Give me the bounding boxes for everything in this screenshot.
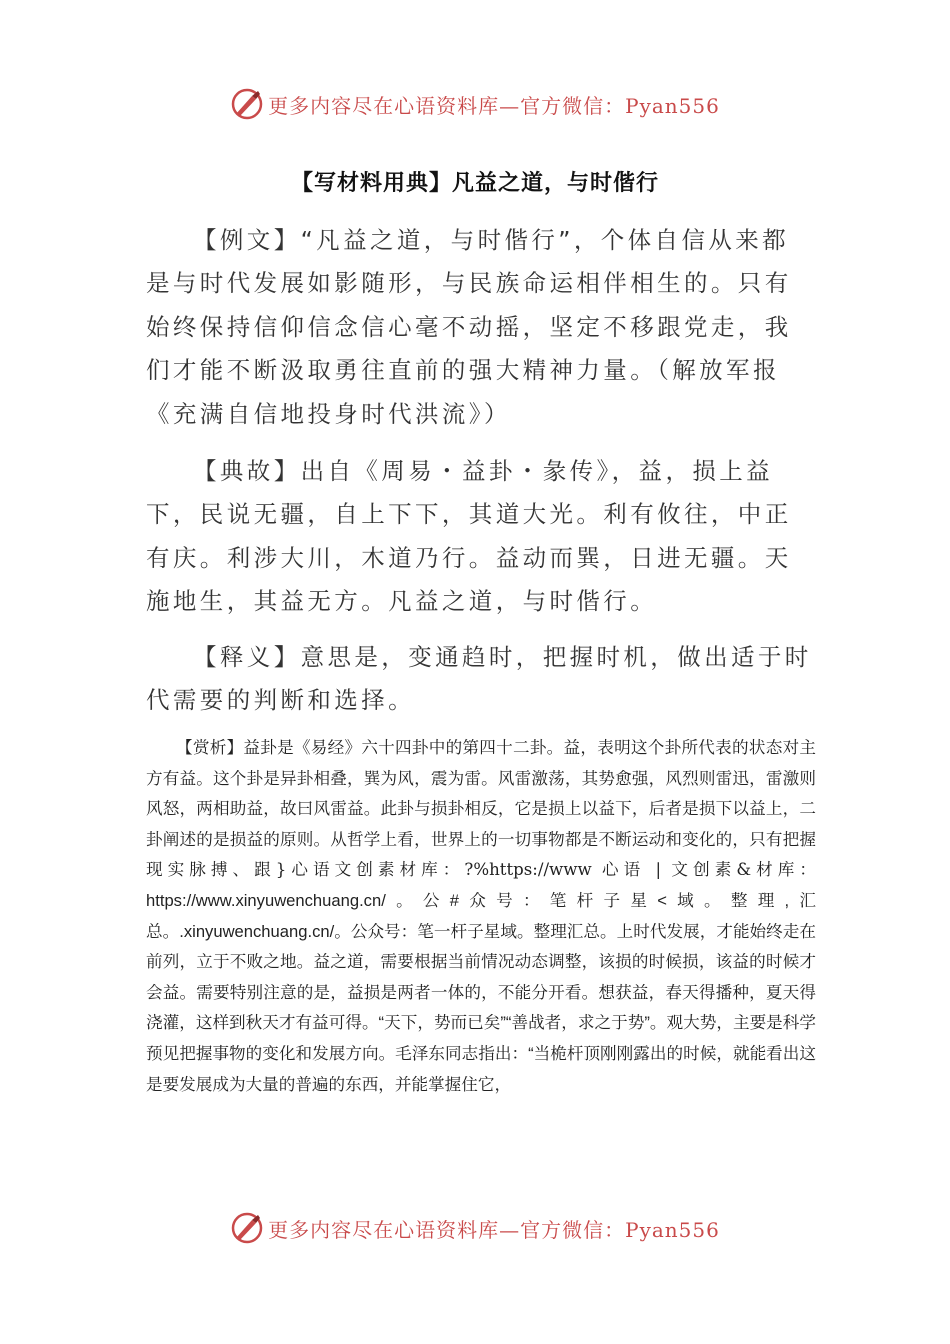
allusion-paragraph: 【典故】出自《周易・益卦・彖传》，益，损上益下，民说无疆，自上下下，其道大光。利有攸往，中正有庆。利涉大川，木道乃行。益动而巽，日进无疆。天施地生，其益无方。凡益之道，与时偕行。 [146,457,792,616]
banner-text: 更多内容尽在心语资料库—官方微信：Pyan556 [268,93,720,118]
pen-nib-logo-icon [230,1211,264,1245]
analysis-paragraph [146,733,816,1100]
pen-nib-logo-icon [230,87,264,121]
header-banner [0,84,950,124]
banner-text: 更多内容尽在心语资料库—官方微信：Pyan556 [268,1217,720,1242]
analysis-text-part1: 【赏析】益卦是《易经》六十四卦中的第四十二卦。益，表明这个卦所代表的状态对主方有益。这个卦是异卦相叠，巽为风，震为雷。风雷激荡，其势愈强，风烈则雷迅，雷激则风怒，两相助益，故曰风雷益。此卦与损卦相反，它是损上以益下，后者是损下以益上，二卦阐述的是损益的原则。从哲学上看，世界上的一切事物都是不断运动和变化的，只有把握现实脉搏、跟}心语文创素材库：?%https://www 心语 | 文创素&材库： [146,738,816,880]
analysis-text-part2: https://www.xinyuwenchuang.cn/。公#众号：笔杆子星<域。整理,汇总。.xinyuwenchuang.cn/。公众号：笔一杆子星域。整理汇总。上时代发展，才能始终走在前列，立于不败之地。益之道，需要根据当前情况动态调整，该损的时候损，该益的时候才会益。需要特别注意的是，益损是两者一体的，不能分开看。想获益，春天得播种，夏天得浇灌，这样到秋天才有益可得。“天下，势而已矣”“善战者，求之于势”。观大势，主要是科学预见把握事物的变化和发展方向。毛泽东同志指出：“当桅杆顶刚刚露出的时候，就能看出这是要发展成为大量的普遍的东西，并能掌握住它， [146,890,816,1094]
example-paragraph: 【例文】“凡益之道，与时偕行”，个体自信从来都是与时代发展如影随形，与民族命运相伴相生的。只有始终保持信仰信念信心毫不动摇，坚定不移跟党走，我们才能不断汲取勇往直前的强大精神力量。（解放军报《充满自信地投身时代洪流》） [146,226,792,428]
page-title: 【写材料用典】凡益之道，与时偕行 [290,171,659,196]
footer-banner [0,1208,950,1248]
meaning-paragraph: 【释义】意思是，变通趋时，把握时机，做出适于时代需要的判断和选择。 [146,643,812,715]
